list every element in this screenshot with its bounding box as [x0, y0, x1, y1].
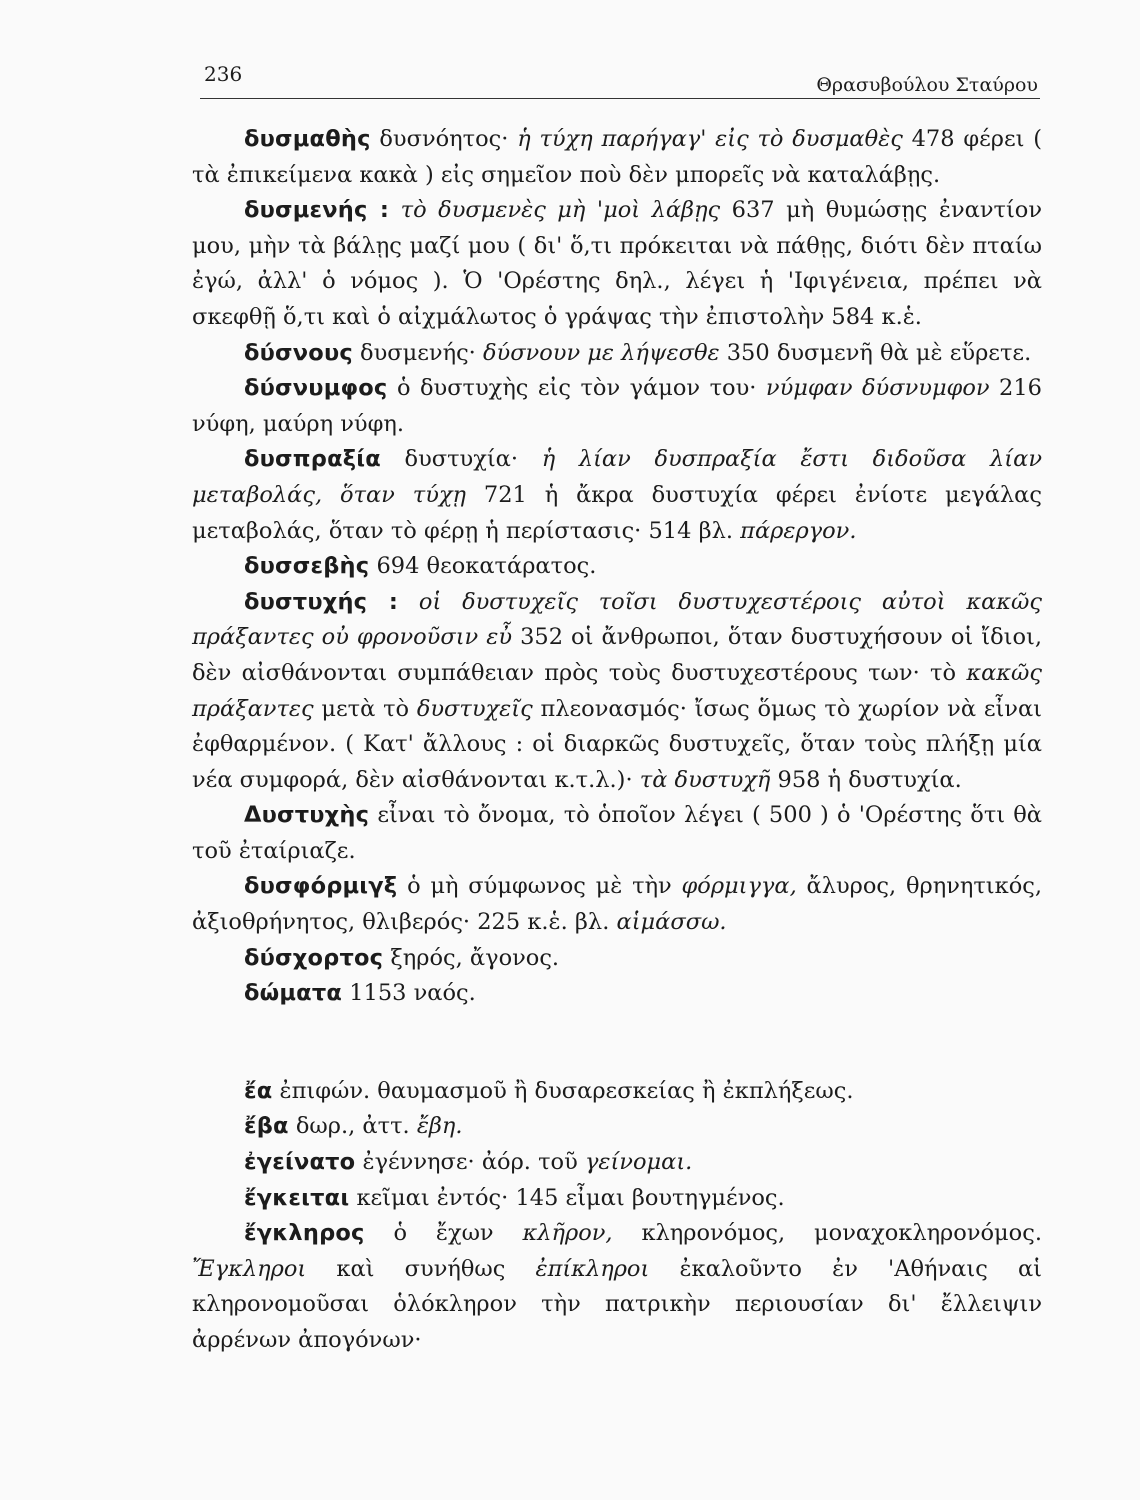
entry-definition: δυσνόητος· [370, 126, 518, 152]
entry-definition: πλεονασμός· ἴσως ὅμως τὸ χωρίον νὰ εἶναι ἐφθαρμένον. ( Κατ' ἄλλους : οἱ διαρκῶς δυστυχεῖς, ὅταν τοὺς πλήξῃ μία νέα συμφορά, δὲν αἰσθάνονται κ.τ.λ.)· [192, 695, 1042, 793]
entry-definition: δωρ., ἀττ. [288, 1113, 417, 1140]
entry-headword: δυστυχής : [244, 588, 399, 615]
entry-definition: ἄλυρος, θρηνητικός, ἀξιοθρήνητος, θλιβερός· 225 κ.ἑ. βλ. [192, 873, 1042, 936]
dictionary-entry [192, 1109, 1042, 1145]
entry-definition: 478 φέρει ( τὰ ἐπικείμενα κακὰ ) εἰς σημεῖον ποὺ δὲν μπορεῖς νὰ καταλάβῃς. [192, 126, 1042, 188]
entry-definition: 721 ἡ ἄκρα δυστυχία φέρει ἐνίοτε μεγάλας μεταβολάς, ὅταν τὸ φέρῃ ἡ περίστασις· 514 βλ. [192, 481, 1042, 544]
entry-definition: 216 νύφη, μαύρη νύφη. [192, 375, 1042, 437]
entry-headword: ἔγκληρος [244, 1220, 365, 1247]
entry-definition: 637 μὴ θυμώσῃς ἐναντίον μου, μὴν τὰ βάλῃς μαζί μου ( δι' ὅ,τι πρόκειται νὰ πάθῃς, διότι δὲν πταίω ἐγώ, ἀλλ' ὁ νόμος ). Ὁ 'Ορέστης δηλ., λέγει ἡ 'Ιφιγένεια, πρέπει νὰ σκεφθῇ ὅ,τι καὶ ὁ αἰχμάλωτος ὁ γράψας τὴν ἐπιστολὴν 584 κ.ἑ. [192, 197, 1042, 330]
dictionary-entry [192, 869, 1042, 940]
dictionary-entry [192, 1074, 1042, 1110]
entry-definition: ὁ ἔχων [364, 1220, 523, 1247]
entry-definition: ὁ μὴ σύμφωνος μὲ τὴν [397, 873, 682, 900]
entry-headword: ἐγείνατο [244, 1149, 356, 1176]
dictionary-entry [192, 442, 1042, 549]
entry-definition: μετὰ τὸ [313, 695, 417, 722]
entry-headword: Δυστυχὴς [244, 802, 370, 829]
dictionary-entry [192, 1181, 1042, 1217]
entry-quote: φόρμιγγα, [681, 873, 797, 900]
entry-definition: ἐπιφών. θαυμασμοῦ ἢ δυσαρεσκείας ἢ ἐκπλήξεως. [272, 1077, 854, 1104]
entry-quote: κλῆρον, [522, 1220, 613, 1247]
entry-headword: ἔβα [244, 1113, 289, 1140]
dictionary-entry [192, 193, 1042, 335]
entry-headword: ἔγκειται [244, 1184, 350, 1211]
entry-quote: αἱμάσσω. [616, 909, 727, 936]
dictionary-entry [192, 549, 1042, 585]
entry-definition: 352 οἱ ἄνθρωποι, ὅταν δυστυχήσουν οἱ ἴδιοι, δὲν αἰσθάνονται συμπάθειαν πρὸς τοὺς δυστυχεστέρους των· τὸ [192, 624, 1042, 686]
entry-quote: ἐπίκληροι [535, 1255, 650, 1282]
dictionary-entry [192, 122, 1042, 193]
dictionary-entry [192, 371, 1042, 442]
page-header [200, 58, 1040, 99]
page-number: 236 [204, 62, 243, 86]
entry-definition: ἐκαλοῦντο ἐν 'Αθήναις αἱ κληρονομοῦσαι ὁλόκληρον τὴν πατρικὴν περιουσίαν δι' ἔλλειψιν ἀρρένων ἀπογόνων· [192, 1255, 1042, 1353]
dictionary-entry [192, 336, 1042, 372]
entry-quote: ἡ τύχη παρήγαγ' εἰς τὸ δυσμαθὲς [517, 126, 903, 152]
entry-headword: δύσνυμφος [244, 375, 388, 402]
entry-quote: οἱ δυστυχεῖς τοῖσι δυστυχεστέροις αὐτοὶ κακῶς πράξαντες οὐ φρονοῦσιν εὖ [192, 588, 1042, 651]
entry-definition: ξηρός, ἄγονος. [383, 944, 560, 971]
entry-definition [398, 589, 419, 615]
entry-headword: δύσχορτος [244, 944, 384, 971]
entry-definition: καὶ συνήθως [306, 1255, 536, 1282]
entry-quote: κακῶς πράξαντες [192, 659, 1042, 722]
entry-definition: 958 ἡ δυστυχία. [770, 766, 962, 793]
dictionary-entry [192, 1216, 1042, 1358]
dictionary-entry [192, 585, 1042, 799]
entry-quote: δυστυχεῖς [416, 695, 533, 722]
dictionary-entry [192, 941, 1042, 977]
entry-definition: 694 θεοκατάρατος. [369, 553, 597, 580]
entry-definition: κληρονόμος, μοναχοκληρονόμος. [612, 1220, 1042, 1247]
dictionary-entry [192, 976, 1042, 1012]
running-head: Θρασυβούλου Σταύρου [816, 74, 1038, 96]
entry-definition: δυστυχία· [380, 446, 542, 473]
entry-definition: δυσμενής· [352, 339, 483, 366]
entry-headword: ἔα [244, 1077, 273, 1104]
entry-definition: εἶναι τὸ ὄνομα, τὸ ὁποῖον λέγει ( 500 ) ὁ 'Ορέστης ὅτι θὰ τοῦ ἐταίριαζε. [192, 802, 1042, 864]
entry-headword: δυσφόρμιγξ [244, 873, 398, 900]
entry-quote: γείνομαι. [584, 1149, 693, 1176]
entry-quote: νύμφαν δύσνυμφον [765, 375, 990, 402]
dictionary-entry [192, 1145, 1042, 1181]
entry-definition: ἐγέννησε· ἀόρ. τοῦ [355, 1149, 585, 1176]
entry-definition: 1153 ναός. [342, 980, 476, 1007]
entry-quote: πάρεργον. [740, 517, 857, 544]
entry-headword: δώματα [244, 980, 343, 1007]
dictionary-entries [192, 122, 1042, 1359]
entry-headword: δύσνους [244, 339, 353, 366]
entry-quote: δύσνουν με λήψεσθε [482, 339, 720, 366]
entry-headword: δυσσεβὴς [244, 553, 370, 580]
entry-definition: 350 δυσμενῆ θὰ μὲ εὕρετε. [719, 339, 1032, 366]
entry-headword: δυσμενής : [244, 197, 390, 224]
entry-headword: δυσπραξία [244, 446, 381, 473]
entry-quote: ἡ λίαν δυσπραξία ἔστι διδοῦσα λίαν μεταβολάς, ὅταν τύχῃ [192, 446, 1042, 508]
entry-quote: τὸ δυσμενὲς μὴ 'μοὶ λάβῃς [400, 197, 721, 224]
entry-quote: ἔβη. [416, 1113, 463, 1140]
entry-headword: δυσμαθὴς [244, 126, 371, 152]
entry-quote: Ἔγκληροι [192, 1255, 307, 1282]
entry-definition: ὁ δυστυχὴς εἰς τὸν γάμον του· [387, 375, 766, 402]
entry-quote: τὰ δυστυχῆ [639, 766, 771, 793]
dictionary-entry [192, 798, 1042, 869]
entry-definition: κεῖμαι ἐντός· 145 εἶμαι βουτηγμένος. [349, 1184, 785, 1211]
entry-definition [389, 197, 401, 223]
section-gap [192, 1012, 1042, 1074]
